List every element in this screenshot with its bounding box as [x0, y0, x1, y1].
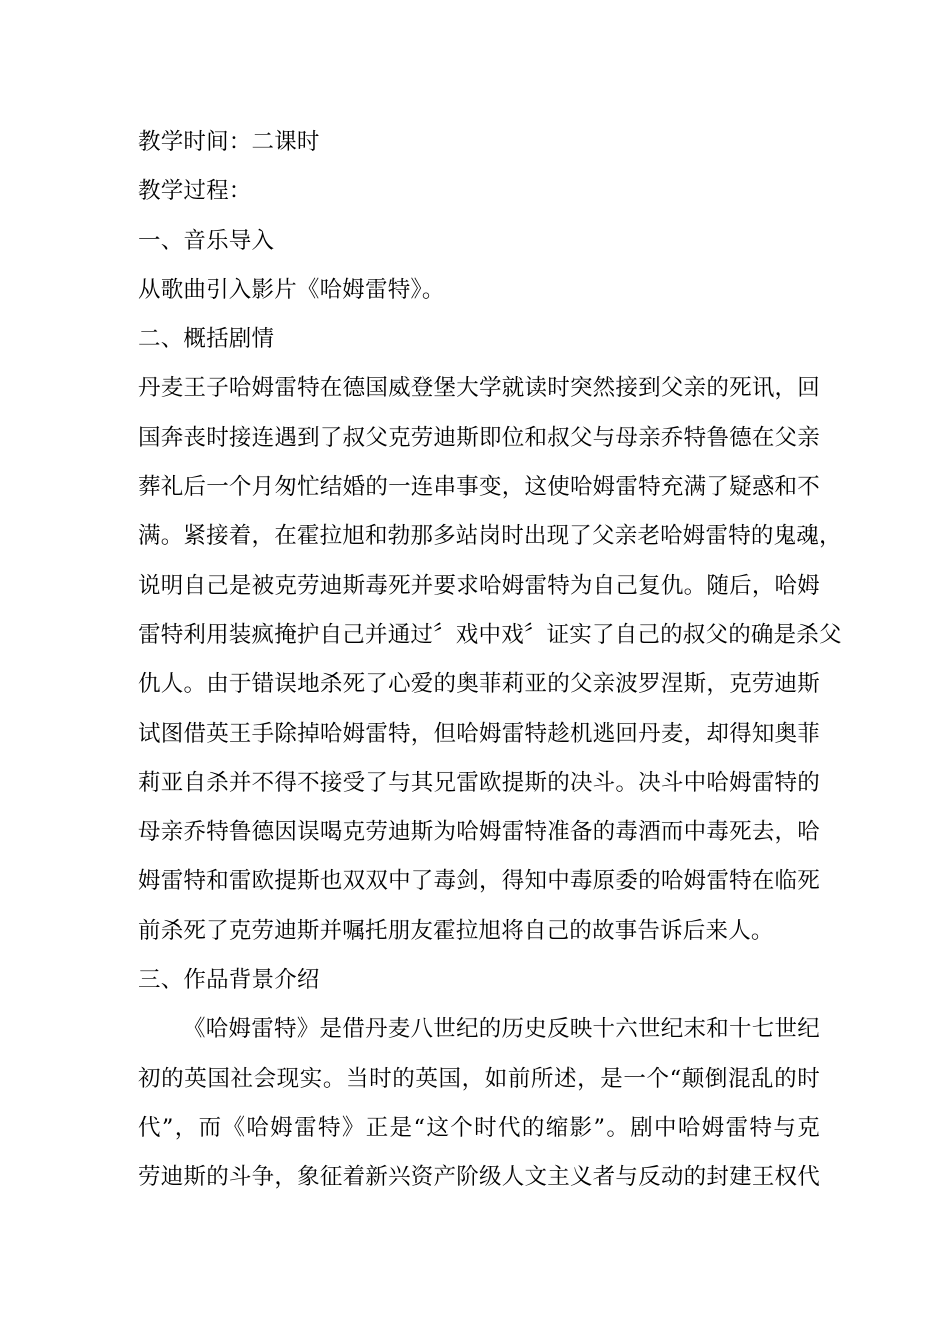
paragraph-line: 《哈姆雷特》是借丹麦八世纪的历史反映十六世纪末和十七世纪	[183, 1016, 820, 1043]
section-heading-background: 三、作品背景介绍	[138, 967, 320, 994]
paragraph-line: 代”，而《哈姆雷特》正是“这个时代的缩影”。剧中哈姆雷特与克	[138, 1114, 820, 1141]
paragraph-line: 仇人。由于错误地杀死了心爱的奥菲莉亚的父亲波罗涅斯，克劳迪斯	[138, 671, 820, 698]
paragraph-line: 国奔丧时接连遇到了叔父克劳迪斯即位和叔父与母亲乔特鲁德在父亲	[138, 424, 820, 451]
section-heading-plot-summary: 二、概括剧情	[138, 326, 275, 353]
paragraph-line: 试图借英王手除掉哈姆雷特，但哈姆雷特趁机逃回丹麦，却得知奥菲	[138, 720, 820, 747]
paragraph-line: 从歌曲引入影片《哈姆雷特》。	[138, 276, 445, 303]
teaching-process-heading: 教学过程：	[138, 178, 252, 205]
paragraph-line: 劳迪斯的斗争，象征着新兴资产阶级人文主义者与反动的封建王权代	[138, 1164, 820, 1191]
paragraph-line: 丹麦王子哈姆雷特在德国威登堡大学就读时突然接到父亲的死讯，回	[138, 375, 820, 402]
paragraph-line: 初的英国社会现实。当时的英国，如前所述，是一个“颠倒混乱的时	[138, 1065, 820, 1092]
teaching-time-line: 教学时间：二课时	[138, 129, 320, 155]
paragraph-line: 莉亚自杀并不得不接受了与其兄雷欧提斯的决斗。决斗中哈姆雷特的	[138, 769, 820, 796]
section-heading-music-intro: 一、音乐导入	[138, 227, 275, 254]
paragraph-line: 葬礼后一个月匆忙结婚的一连串事变，这使哈姆雷特充满了疑惑和不	[138, 474, 820, 501]
paragraph-line: 母亲乔特鲁德因误喝克劳迪斯为哈姆雷特准备的毒酒而中毒死去，哈	[138, 819, 820, 846]
paragraph-line: 雷特利用装疯掩护自己并通过〞戏中戏〞证实了自己的叔父的确是杀父	[138, 621, 842, 648]
document-body	[138, 118, 842, 1203]
paragraph-line: 满。紧接着，在霍拉旭和勃那多站岗时出现了父亲老哈姆雷特的鬼魂，	[138, 523, 842, 550]
paragraph-line: 说明自己是被克劳迪斯毒死并要求哈姆雷特为自己复仇。随后，哈姆	[138, 572, 820, 599]
paragraph-line: 姆雷特和雷欧提斯也双双中了毒剑，得知中毒原委的哈姆雷特在临死	[138, 868, 820, 895]
paragraph-line: 前杀死了克劳迪斯并嘱托朋友霍拉旭将自己的故事告诉后来人。	[138, 917, 774, 944]
